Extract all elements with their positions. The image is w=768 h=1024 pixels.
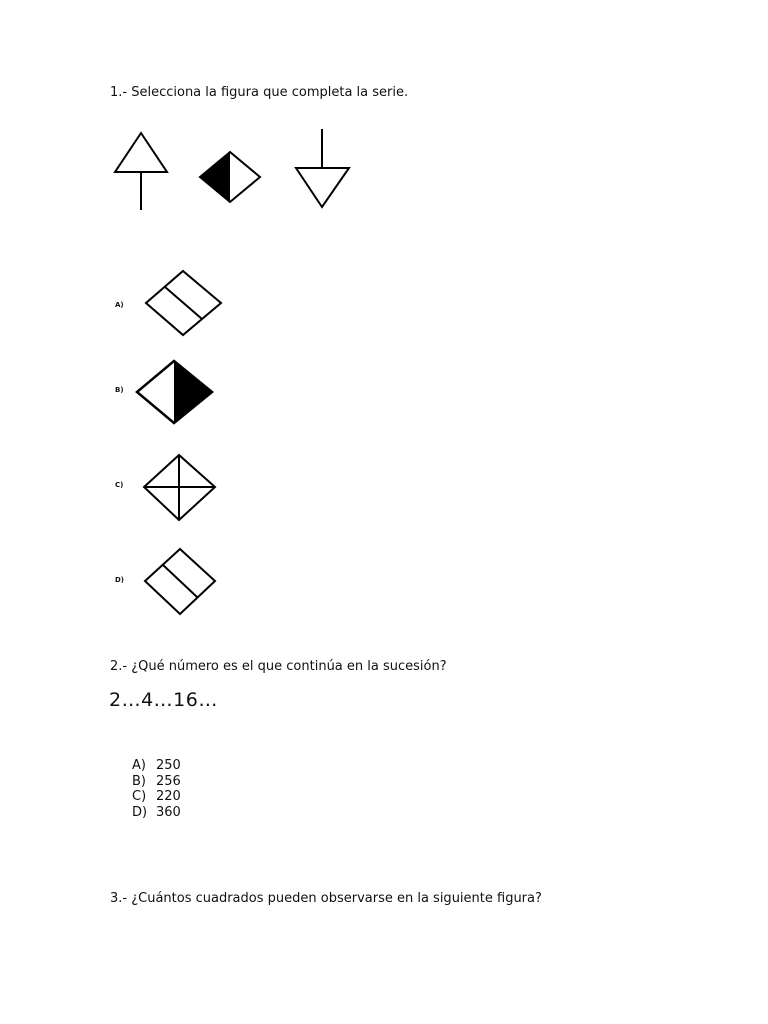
option-d-figure-diamond-line[interactable]: [142, 546, 220, 618]
answer-option[interactable]: [132, 805, 181, 821]
option-c-figure-diamond-cross[interactable]: [142, 452, 220, 524]
answer-letter: A): [132, 758, 146, 773]
answer-value: 256: [156, 773, 181, 789]
option-a-label: A): [115, 301, 124, 309]
number-series: 2…4…16…: [109, 689, 218, 711]
question-3-text: 3.- ¿Cuántos cuadrados pueden observarse en la siguiente figura?: [110, 891, 542, 906]
answer-letter: C): [132, 789, 147, 804]
answer-letter: B): [132, 773, 146, 789]
answer-list: [132, 758, 181, 820]
option-c-label: C): [115, 481, 124, 489]
series-figure-down-triangle-arrow: [294, 128, 354, 212]
question-2-text: 2.- ¿Qué número es el que continúa en la sucesión?: [110, 659, 447, 674]
series-figure-up-triangle-arrow: [112, 130, 172, 214]
option-a-figure-diamond-parallel-lines[interactable]: [143, 268, 225, 338]
question-1-text: 1.- Selecciona la figura que completa la serie.: [110, 85, 409, 100]
answer-option[interactable]: [132, 774, 181, 790]
answer-value: 220: [156, 789, 181, 804]
series-figure-half-filled-diamond: [198, 150, 264, 206]
option-b-figure-half-filled-diamond[interactable]: [135, 358, 217, 428]
answer-option[interactable]: [132, 789, 181, 805]
option-d-label: D): [115, 576, 125, 584]
answer-value: 250: [156, 758, 181, 773]
answer-option[interactable]: [132, 758, 181, 774]
option-b-label: B): [115, 386, 124, 394]
answer-letter: D): [132, 804, 148, 820]
answer-value: 360: [156, 804, 181, 820]
